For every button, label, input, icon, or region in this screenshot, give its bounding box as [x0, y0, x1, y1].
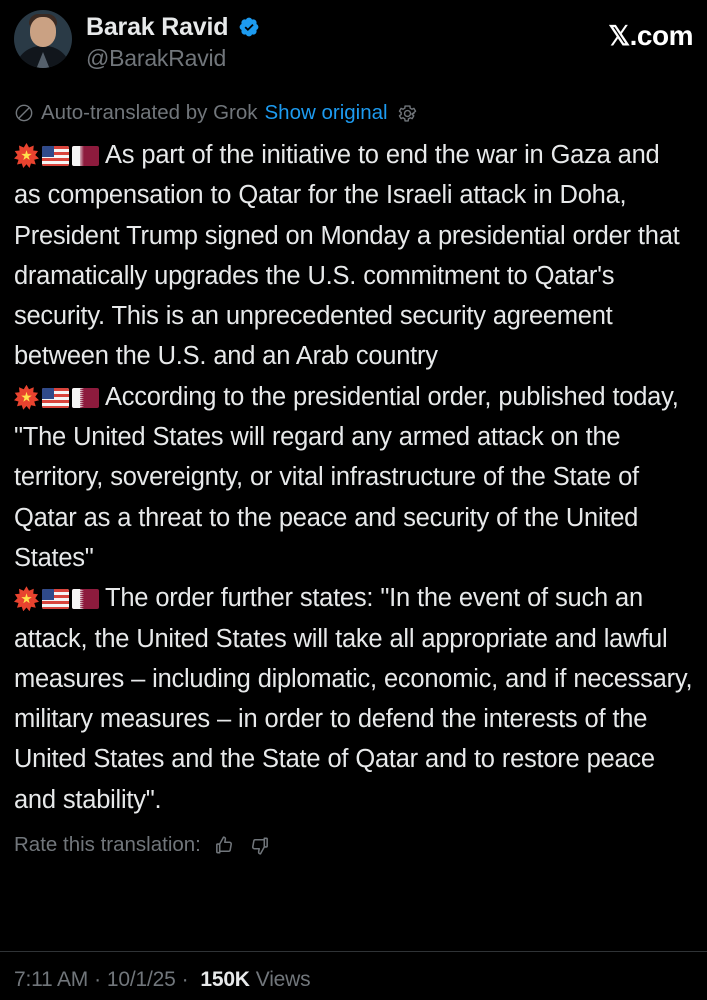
footer-separator: · — [181, 968, 189, 991]
show-original-link[interactable]: Show original — [264, 101, 388, 124]
thumbs-down-icon[interactable] — [248, 834, 271, 857]
avatar[interactable] — [14, 10, 72, 68]
star-badge-icon — [14, 143, 39, 168]
star-badge-icon — [14, 586, 39, 611]
footer-separator: · — [94, 968, 101, 991]
views-count: 150K — [200, 968, 250, 991]
display-name[interactable]: Barak Ravid — [86, 13, 229, 41]
us-flag-icon — [42, 146, 69, 166]
grok-icon — [14, 103, 34, 123]
views-label: Views — [255, 968, 311, 991]
qatar-flag-icon — [72, 388, 99, 408]
gear-icon[interactable] — [397, 103, 418, 124]
qatar-flag-icon — [72, 589, 99, 609]
us-flag-icon — [42, 388, 69, 408]
thumbs-up-icon[interactable] — [213, 834, 236, 857]
brand-domain-suffix: .com — [629, 20, 693, 51]
tweet-paragraph — [14, 135, 693, 377]
brand-watermark — [608, 20, 693, 52]
verified-badge-icon — [238, 16, 260, 38]
paragraph-flags — [14, 141, 102, 169]
paragraph-text: According to the presidential order, published today, "The United States will regard any armed attack on the territory, sovereignty, or vital infrastructure of the State of Qatar as a threat to the peace and security of the United States" — [14, 382, 679, 572]
timestamp-date: 10/1/25 — [106, 968, 176, 991]
qatar-flag-icon — [72, 146, 99, 166]
tweet-body — [14, 135, 693, 820]
rate-translation-label: Rate this translation: — [14, 833, 201, 857]
timestamp-time: 7:11 AM — [14, 968, 89, 991]
handle[interactable]: @BarakRavid — [86, 45, 227, 71]
us-flag-icon — [42, 589, 69, 609]
tweet-footer — [14, 968, 310, 992]
rate-translation-row — [14, 833, 693, 857]
tweet-paragraph — [14, 377, 693, 578]
star-badge-icon — [14, 385, 39, 410]
paragraph-text: The order further states: "In the event of such an attack, the United States will take all appropriate and lawful measures – including diplomatic, economic, and if necessary, military measures – in order to defend the interests of the United States and the State of Qatar and to restore peace and stability". — [14, 584, 693, 814]
translation-notice: Auto-translated by Grok — [41, 101, 258, 124]
paragraph-flags — [14, 383, 102, 411]
display-name-row — [86, 13, 260, 41]
translation-bar — [14, 98, 693, 128]
x-logo-icon: 𝕏 — [608, 21, 630, 51]
author-names — [86, 10, 260, 72]
tweet-header — [14, 10, 693, 86]
paragraph-flags — [14, 584, 102, 612]
tweet-paragraph — [14, 578, 693, 820]
divider — [0, 951, 707, 952]
avatar-face — [30, 17, 56, 47]
paragraph-text: As part of the initiative to end the war in Gaza and as compensation to Qatar for the Israeli attack in Doha, President Trump signed on Monday a presidential order that dramatically upgrades the U.S. commitment to Qatar's security. This is an unprecedented security agreement between the U.S. and an Arab country — [14, 141, 680, 371]
